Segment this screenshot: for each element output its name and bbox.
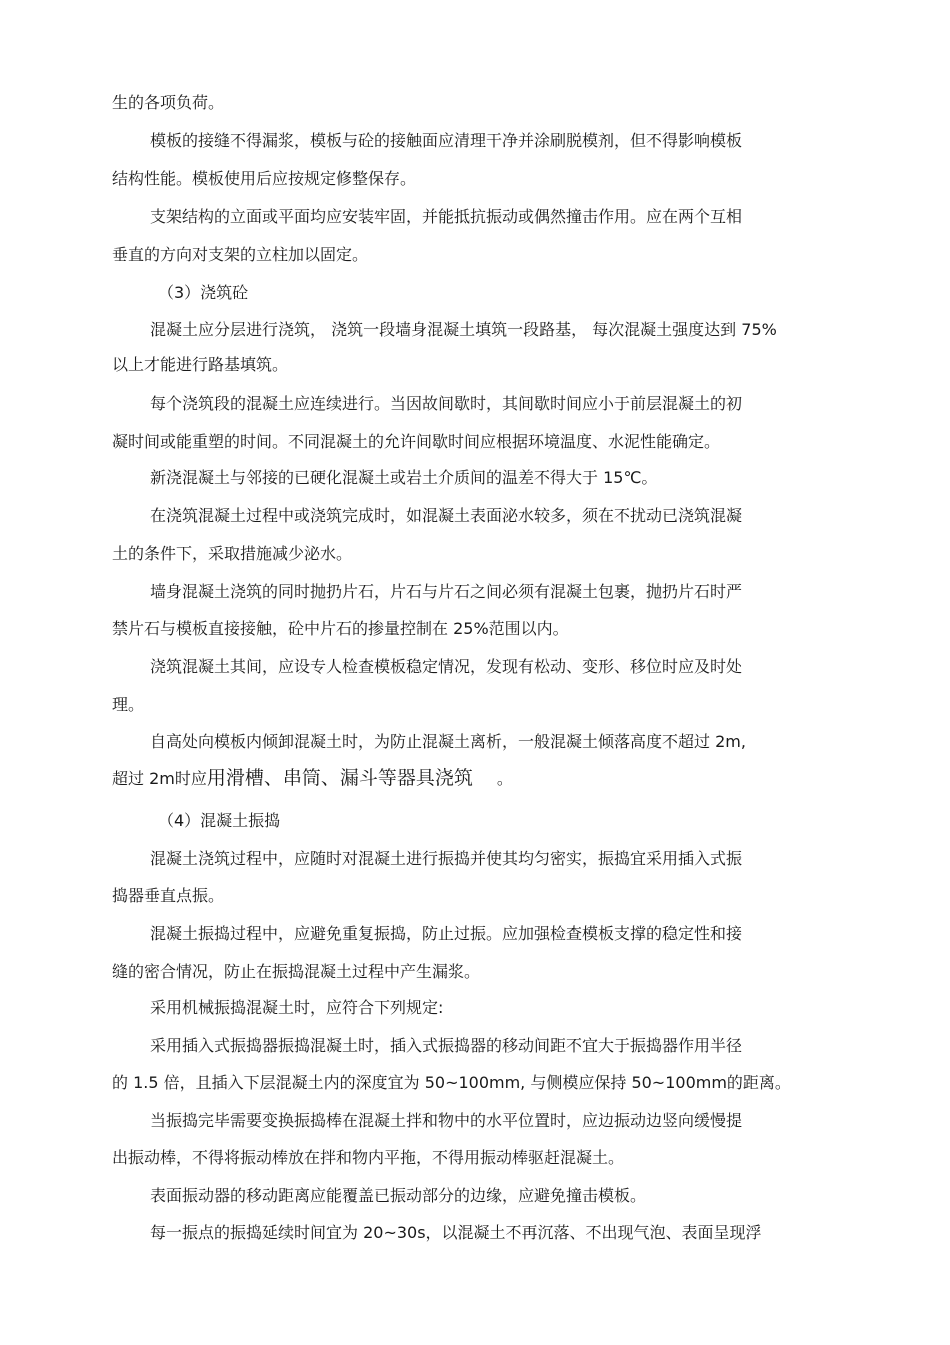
text-run: 超过 2m时应 [112, 769, 207, 788]
paragraph-line: 新浇混凝土与邻接的已硬化混凝土或岩土介质间的温差不得大于 15℃。 [150, 468, 658, 487]
paragraph-line: 模板的接缝不得漏浆，模板与砼的接触面应清理干净并涂刷脱模剂，但不得影响模板 [150, 131, 743, 150]
paragraph-line: 缝的密合情况，防止在振捣混凝土过程中产生漏浆。 [112, 962, 481, 981]
paragraph-line: 出振动棒，不得将振动棒放在拌和物内平拖，不得用振动棒驱赶混凝土。 [112, 1148, 625, 1167]
section-heading: （4）混凝土振捣 [158, 811, 281, 830]
paragraph-line: 生的各项负荷。 [112, 93, 225, 112]
paragraph-line: 当振捣完毕需要变换振捣棒在混凝土拌和物中的水平位置时，应边振动边竖向缓慢提 [150, 1111, 743, 1130]
paragraph-line: 的 1.5 倍，且插入下层混凝土内的深度宜为 50~100mm, 与侧模应保持 50~100mm的距离。 [112, 1073, 791, 1092]
paragraph-line: 凝时间或能重塑的时间。不同混凝土的允许间歇时间应根据环境温度、水泥性能确定。 [112, 432, 721, 451]
paragraph-line: 采用插入式振捣器振捣混凝土时，插入式振捣器的移动间距不宜大于振捣器作用半径 [150, 1036, 743, 1055]
paragraph-line: 理。 [112, 695, 145, 714]
paragraph-line: 捣器垂直点振。 [112, 886, 225, 905]
paragraph-line: 支架结构的立面或平面均应安装牢固，并能抵抗振动或偶然撞击作用。应在两个互相 [150, 207, 743, 226]
paragraph-line: 自高处向模板内倾卸混凝土时，为防止混凝土离析，一般混凝土倾落高度不超过 2m, [150, 732, 746, 751]
paragraph-line: 在浇筑混凝土过程中或浇筑完成时，如混凝土表面泌水较多，须在不扰动已浇筑混凝 [150, 506, 743, 525]
paragraph-line: 表面振动器的移动距离应能覆盖已振动部分的边缘，应避免撞击模板。 [150, 1186, 647, 1205]
paragraph-line: 每个浇筑段的混凝土应连续进行。当因故间歇时，其间歇时间应小于前层混凝土的初 [150, 394, 743, 413]
paragraph-line: 以上才能进行路基填筑。 [112, 355, 289, 374]
paragraph-line: 禁片石与模板直接接触，砼中片石的掺量控制在 25%范围以内。 [112, 619, 569, 638]
paragraph-line: 浇筑混凝土其间，应设专人检查模板稳定情况，发现有松动、变形、移位时应及时处 [150, 657, 743, 676]
paragraph-line: 垂直的方向对支架的立柱加以固定。 [112, 245, 369, 264]
paragraph-line: 结构性能。模板使用后应按规定修整保存。 [112, 169, 417, 188]
paragraph-line: 混凝土振捣过程中，应避免重复振捣，防止过振。应加强检查模板支撑的稳定性和接 [150, 924, 743, 943]
paragraph-line: 混凝土应分层进行浇筑， 浇筑一段墙身混凝土填筑一段路基， 每次混凝土强度达到 75% [150, 320, 777, 339]
paragraph-line: 土的条件下，采取措施减少泌水。 [112, 544, 353, 563]
paragraph-line: 每一振点的振捣延续时间宜为 20~30s，以混凝土不再沉落、不出现气泡、表面呈现浮 [150, 1223, 762, 1242]
paragraph-line: 混凝土浇筑过程中，应随时对混凝土进行振捣并使其均匀密实，振捣宜采用插入式振 [150, 849, 743, 868]
paragraph-line: 墙身混凝土浇筑的同时抛扔片石，片石与片石之间必须有混凝土包裹，抛扔片石时严 [150, 582, 743, 601]
section-heading: （3）浇筑砼 [158, 283, 249, 302]
paragraph-line [112, 767, 872, 790]
text-run: 。 [496, 769, 513, 788]
paragraph-line: 采用机械振捣混凝土时，应符合下列规定: [150, 998, 444, 1017]
text-run-large: 用滑槽、串筒、漏斗等器具浇筑 [206, 767, 473, 789]
